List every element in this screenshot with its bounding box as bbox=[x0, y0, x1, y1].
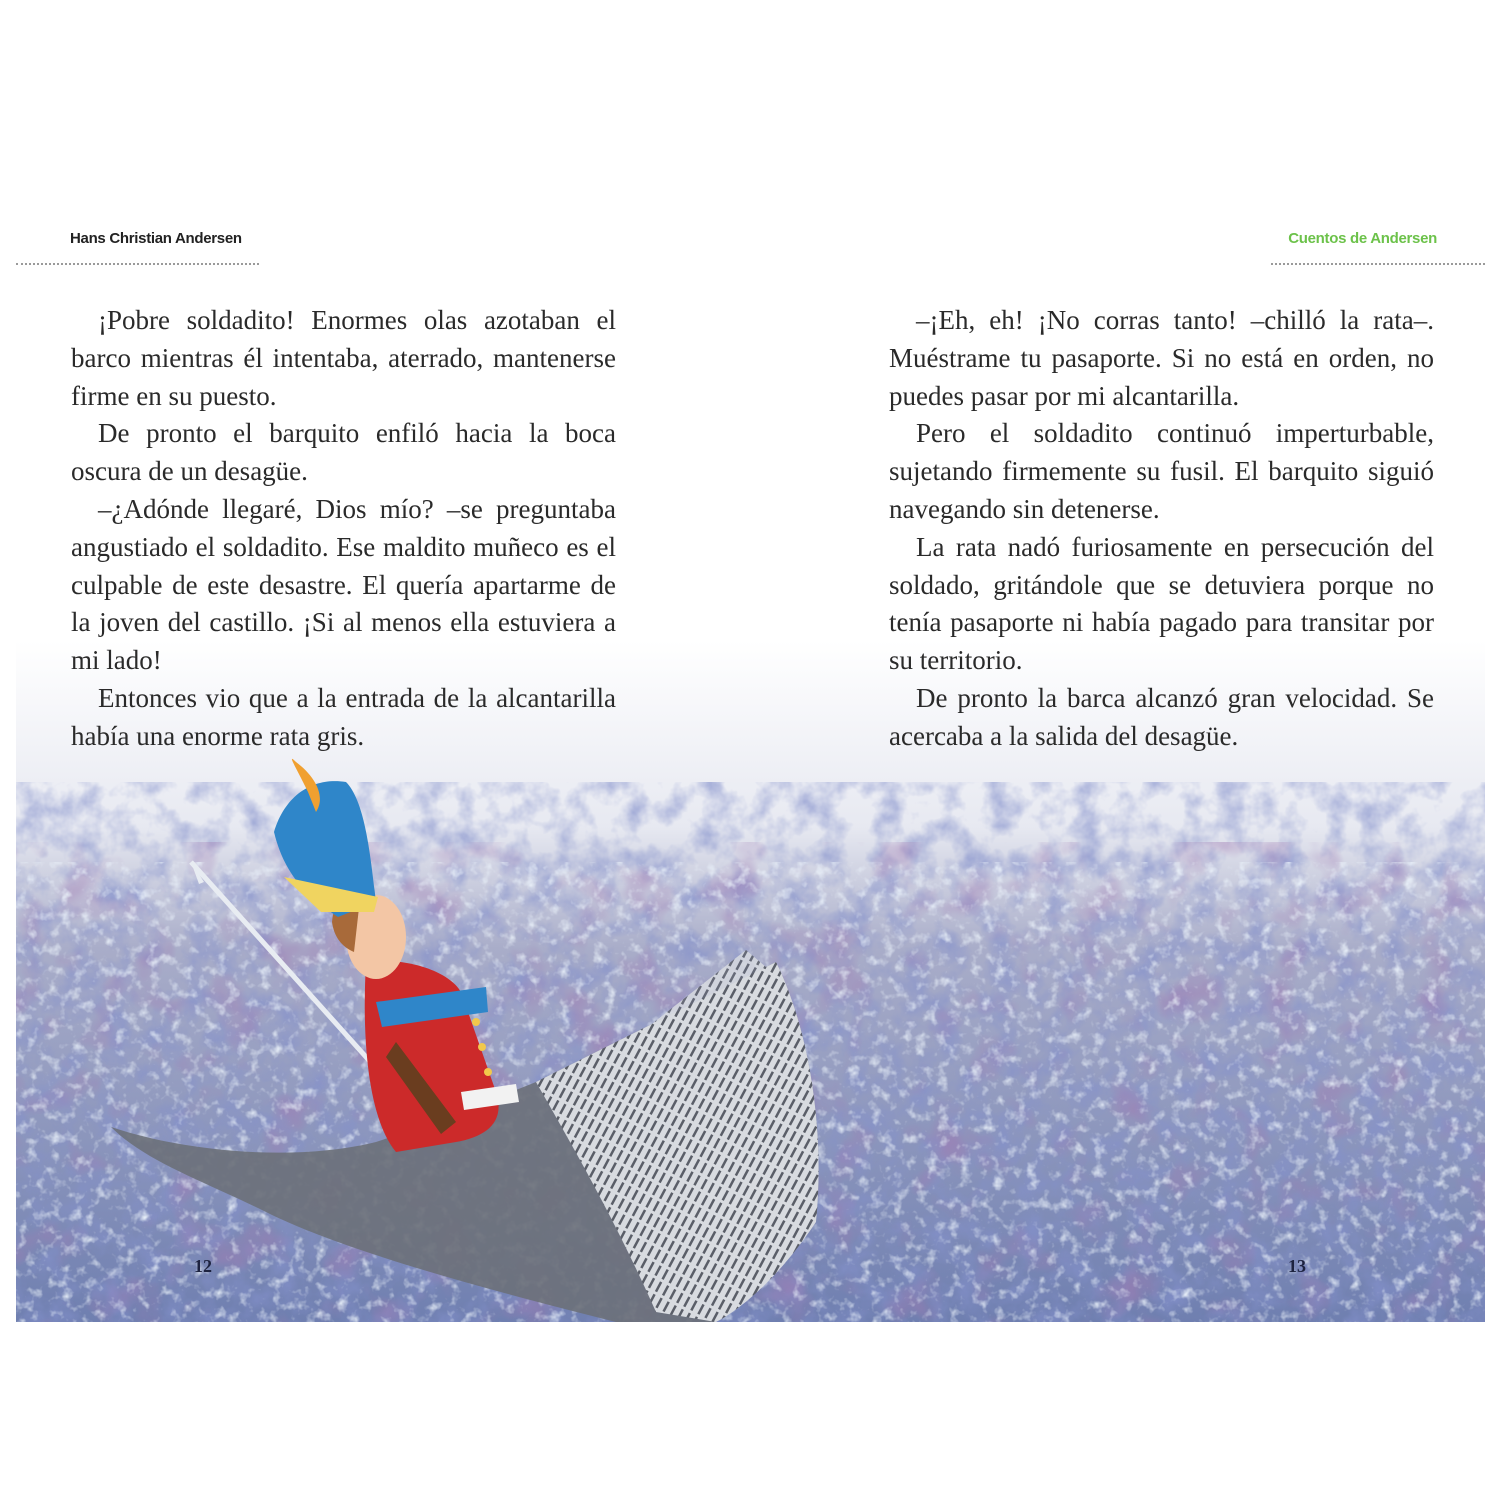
running-head-author: Hans Christian Andersen bbox=[70, 230, 242, 247]
paragraph: Entonces vio que a la entrada de la alcantarilla había una enorme rata gris. bbox=[71, 682, 616, 751]
header-rule-left bbox=[16, 263, 259, 265]
header-rule-right bbox=[1271, 263, 1485, 265]
paragraph: –¿Adónde llegaré, Dios mío? –se preguntaba angustiado el soldadito. Ese maldito muñeco es el culpable de este desastre. El quería apartarme de la joven del castillo. ¡Si al menos ella estuviera a mi lado! bbox=[71, 493, 616, 676]
paragraph: La rata nadó furiosamente en persecución del soldado, gritándole que se detuviera porque no tenía pasaporte ni había pagado para transitar por su territorio. bbox=[889, 531, 1434, 676]
paragraph: De pronto la barca alcanzó gran velocidad. Se acercaba a la salida del desagüe. bbox=[889, 682, 1434, 751]
page-number-right: 13 bbox=[1288, 1256, 1306, 1276]
left-page-text bbox=[71, 302, 616, 756]
right-page-text bbox=[889, 302, 1434, 756]
paragraph: –¡Eh, eh! ¡No corras tanto! –chilló la rata–. Muéstrame tu pasaporte. Si no está en orden, no puedes pasar por mi alcantarilla. bbox=[889, 305, 1434, 411]
running-head-book-title: Cuentos de Andersen bbox=[1288, 230, 1437, 247]
book-spread bbox=[16, 222, 1485, 1322]
page-number-left: 12 bbox=[194, 1256, 212, 1276]
paragraph: De pronto el barquito enfiló hacia la boca oscura de un desagüe. bbox=[71, 418, 616, 487]
paragraph: ¡Pobre soldadito! Enormes olas azotaban el barco mientras él intentaba, aterrado, mantenerse firme en su puesto. bbox=[71, 305, 616, 411]
paragraph: Pero el soldadito continuó imperturbable, sujetando firmemente su fusil. El barquito siguió navegando sin detenerse. bbox=[889, 418, 1434, 524]
